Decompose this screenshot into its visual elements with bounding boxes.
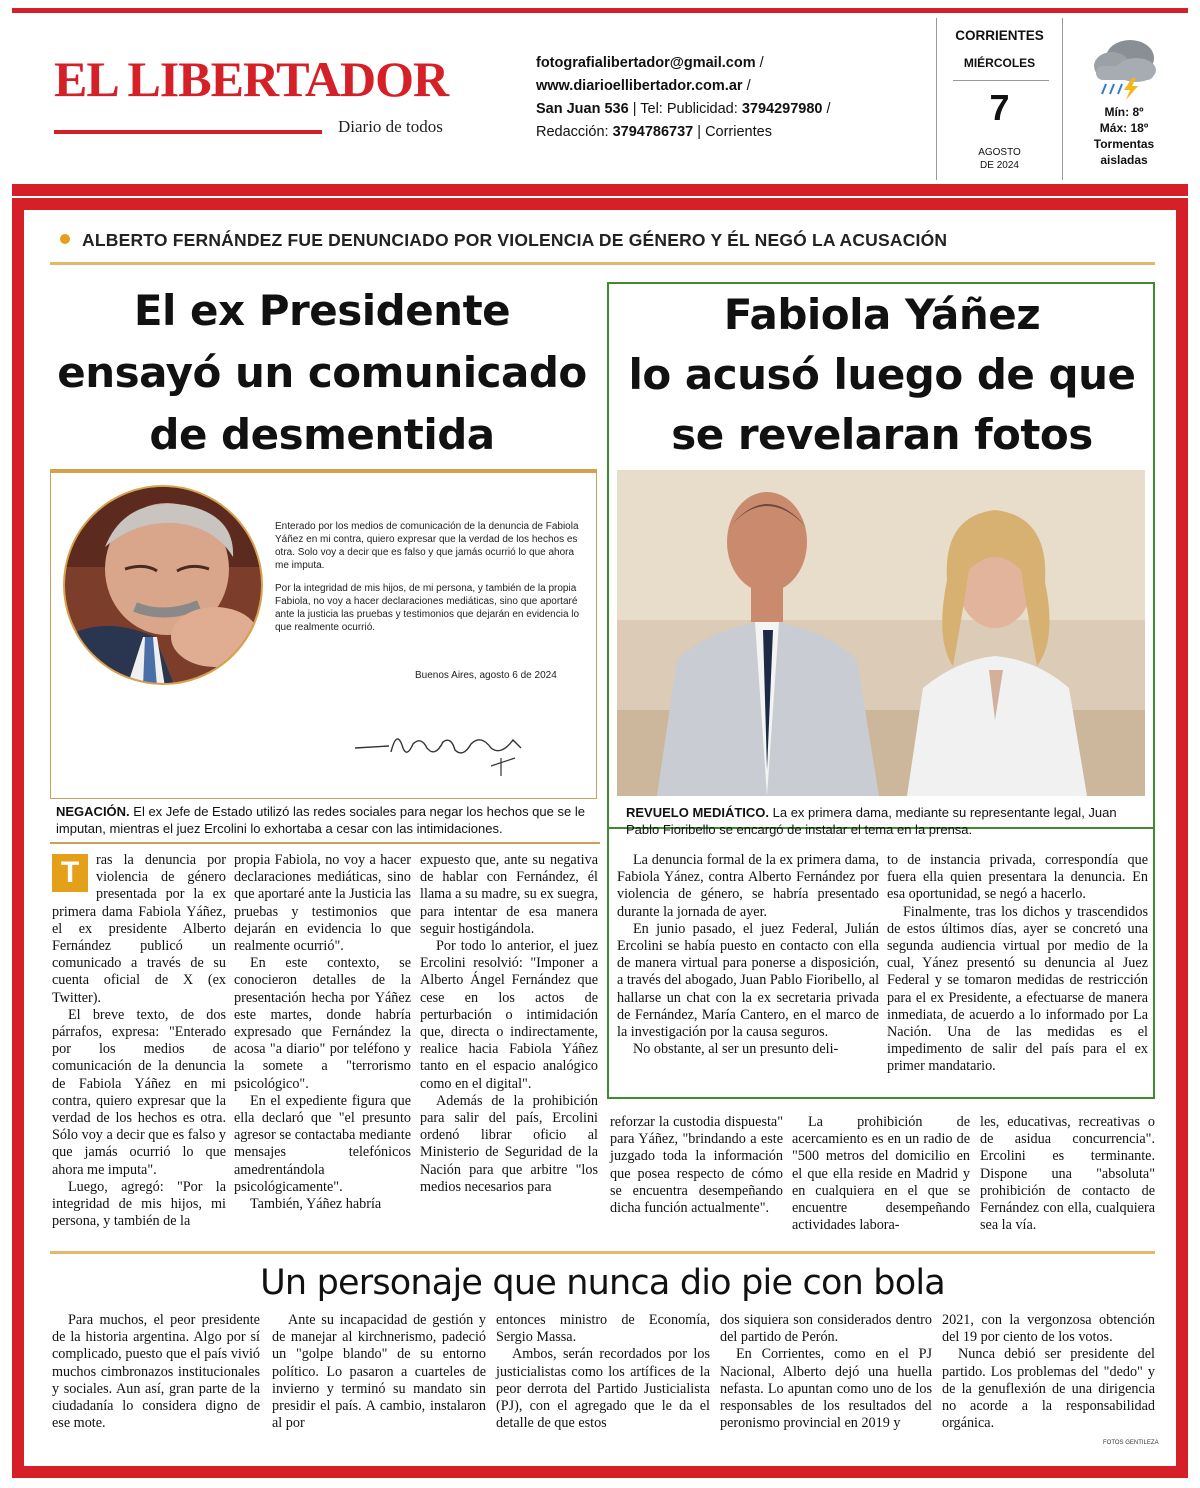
left-headline-line-1: El ex Presidente <box>133 286 511 335</box>
left-col2-paragraph-3: En el expediente figura que ella declaró que "el presunto agresor se contactaba mediante mensajes telefónicos amedrentándola psicológicamente". <box>234 1092 411 1195</box>
bottom-story-rule <box>50 1251 1155 1254</box>
bottom-col3-paragraph-2: Ambos, serán recordados por los justicialistas como los artífices de la peor derrota del Partido Justicialista (PJ), con el agregado que le da el detalle de que estos <box>496 1346 710 1432</box>
left-col3-paragraph-3: Además de la prohibición para salir del país, Ercolini ordenó librar oficio al Ministerio de Seguridad de la Nación para que arbitre "los medios necesarios para <box>420 1092 598 1195</box>
bottom-col4-paragraph-1: dos siquiera son considerados dentro del partido de Perón. <box>720 1312 932 1346</box>
contact-phone-label: Tel: Publicidad: <box>640 101 738 117</box>
right-col2-paragraph-2: Finalmente, tras los dichos y trascendidos de estos últimos días, ayer se concretó una segunda audiencia virtual por medio de la cual, Yánez presentó su denuncia al Juez Federal y se tomaron medidas de restricción para el ex Presidente, a efectuarse de manera inmediata, de acuerdo a lo informado por La Nación. Una de las medidas es el impedimento de salir del país para el ex primer mandatario. <box>887 903 1148 1075</box>
photo-credit: FOTOS GENTILEZA <box>1103 1440 1159 1446</box>
statement-place-date: Buenos Aires, agosto 6 de 2024 <box>415 670 557 681</box>
left-caption-rule <box>50 842 600 844</box>
left-col2-paragraph-1: propia Fabiola, no voy a hacer declaraciones mediáticas, sino que aportaré ante la Justicia las pruebas y testimonios que dejarán en evidencia lo que realmente ocurrió". <box>234 852 411 955</box>
contact-newsroom-phone: 3794786737 <box>612 124 694 140</box>
right-body-col-1 <box>617 852 879 1058</box>
portrait-illustration <box>65 487 263 685</box>
left-col2-paragraph-2: En este contexto, se conocieron detalles de la presentación hecha por Yáñez este martes, donde habría expresado que Fernández la acosa "a diario" por teléfono y la somete a "terrorismo psicológico". <box>234 955 411 1092</box>
weather-condition-2: aisladas <box>1100 153 1148 167</box>
contact-email[interactable]: fotografialibertador@gmail.com <box>536 55 756 71</box>
date-day-number: 7 <box>989 87 1010 128</box>
left-body-col-1 <box>52 852 226 1230</box>
bottom-col2-paragraph-1: Ante su incapacidad de gestión y de manejar al kirchnerismo, padeció un "golpe blando" de su entorno político. Lo pasaron a cuarteles de invierno y terminó su mandato sin presidir el país. A cambio, instalaron al por <box>272 1312 486 1432</box>
masthead <box>12 14 1188 184</box>
left-body-col-2 <box>234 852 411 1213</box>
right-col1-paragraph-3: No obstante, al ser un presunto deli- <box>633 1041 839 1058</box>
date-month-year <box>937 146 1062 172</box>
newspaper-tagline: Diario de todos <box>338 117 443 136</box>
bottom-col3-paragraph-1: entonces ministro de Economía, Sergio Massa. <box>496 1312 710 1346</box>
kicker-text: ALBERTO FERNÁNDEZ FUE DENUNCIADO POR VIOLENCIA DE GÉNERO Y ÉL NEGÓ LA ACUSACIÓN <box>82 230 948 250</box>
logo-underline <box>54 130 322 134</box>
bottom-col5-paragraph-2: Nunca debió ser presidente del partido. Los problemas del "dedo" y de la genuflexión de una dirigencia no acorde a la responsabilidad orgánica. <box>942 1346 1155 1432</box>
left-headline[interactable] <box>44 280 600 466</box>
date-city: CORRIENTES <box>955 28 1044 43</box>
left-caption-label: NEGACIÓN. <box>56 804 130 819</box>
masthead-bottom-rule <box>12 184 1188 196</box>
continuation-col-2 <box>792 1114 970 1234</box>
signature-image <box>351 718 531 778</box>
date-year: DE 2024 <box>980 160 1019 171</box>
right-body-col-2 <box>887 852 1148 1076</box>
weather-max: Máx: 18º <box>1099 121 1149 135</box>
right-headline[interactable] <box>610 285 1154 465</box>
left-caption-text: El ex Jefe de Estado utilizó las redes sociales para negar los hechos que se le imputan, mientras el juez Ercolini lo exhortaba a cesar con las intimidaciones. <box>56 804 585 836</box>
bottom-col1-paragraph-1: Para muchos, el peor presidente de la historia argentina. Algo por sí complicado, puesto que el país vivió muchos cimbronazos institucionales y sociales. Aun así, gran parte de la ciudadanía lo considera digno de ese mote. <box>52 1312 260 1432</box>
kicker <box>60 230 947 251</box>
date-weekday: MIÉRCOLES <box>963 56 1036 70</box>
statement-paragraph-2: Por la integridad de mis hijos, de mi persona, y también de la propia Fabiola, no voy a hacer declaraciones mediáticas, sino que aportaré ante la justicia las pruebas y testimonios que dejarán en evidencia lo que realmente ocurrió. <box>275 583 580 633</box>
statement-paragraph-1: Enterado por los medios de comunicación de la denuncia de Fabiola Yáñez en mi contra, quiero expresar que la verdad de los hechos es otra. Solo voy a decir que es falso y que jamás ocurrió lo que ahora me imputa. <box>275 521 579 571</box>
bottom-col5-paragraph-1: 2021, con la vergonzosa obtención del 19 por ciento de los votos. <box>942 1312 1155 1346</box>
left-headline-line-2: ensayó un comunicado <box>57 348 587 397</box>
right-headline-line-3: se revelaran fotos <box>671 410 1093 459</box>
continuation-col-3 <box>980 1114 1155 1234</box>
feature-photo-illustration <box>617 470 1145 796</box>
top-rule <box>12 8 1188 13</box>
weather-min: Mín: 8º <box>1104 105 1144 119</box>
date-month: AGOSTO <box>978 147 1021 158</box>
left-col3-paragraph-2: Por todo lo anterior, el juez Ercolini resolvió: "Imponer a Alberto Ángel Fernández que cese en los actos de perturbación o intimidación que, directa o indirectamente, realice hacia Fabiola Yáñez tanto en el espacio analógico como en el digital". <box>420 938 598 1092</box>
bullet-icon <box>60 234 70 244</box>
left-col1-paragraph-3: Luego, agregó: "Por la integridad de mis hijos, mi persona, y también de la <box>52 1178 226 1230</box>
weather-widget <box>1066 32 1182 168</box>
bottom-headline[interactable]: Un personaje que nunca dio pie con bola <box>260 1263 945 1303</box>
left-col1-paragraph-2: El breve texto, de dos párrafos, expresa: "Enterado por los medios de comunicación de la denuncia de Fabiola Yáñez en mi contra, quiero expresar que la verdad de los hechos es otra. Sólo voy a decir que es falso y que jamás ocurrió lo que ahora me imputa". <box>52 1006 226 1178</box>
contact-city: Corrientes <box>705 124 772 140</box>
left-col1-paragraph-1-text: ras la denuncia por violencia de género presentada por la ex primera dama Fabiola Yáñez, el ex presidente Alberto Fernández publicó un comunicado a través de su cuenta oficial de X (ex Twitter). <box>52 852 226 1006</box>
left-headline-line-3: de desmentida <box>149 410 495 459</box>
date-divider <box>953 80 1049 81</box>
continuation-col3-text: les, educativas, recreativas o de asidua concurrencia". Ercolini es terminante. Dispone una "absoluta" prohibición de contacto de Fernández con ella, cualquiera sea la vía. <box>980 1114 1155 1234</box>
right-col1-paragraph-2: En junio pasado, el juez Federal, Julián Ercolini se había puesto en contacto con ella de manera virtual para ponerse a disposición, a través del abogado, Juan Pablo Fioribello, al hallarse un chat con la ex secretaria privada de Fernández, María Cantero, en el marco de la investigación por la causa seguros. <box>617 920 880 1041</box>
date-box <box>936 18 1063 180</box>
left-body-col-3 <box>420 852 598 1196</box>
contact-newsroom-label: Redacción: <box>536 124 609 140</box>
kicker-rule <box>50 262 1155 265</box>
left-photo-caption <box>56 803 596 837</box>
left-col3-paragraph-1: expuesto que, ante su negativa de hablar con Fernández, él llama a su madre, su ex suegra, para intentar de esa manera seguir hostigándola. <box>420 852 598 937</box>
weather-condition-1: Tormentas <box>1093 137 1155 151</box>
right-col1-paragraph-1: La denuncia formal de la ex primera dama, Fabiola Yánez, contra Alberto Fernández por violencia de género, se habría presentado durante la jornada de ayer. <box>617 852 879 920</box>
right-col2-paragraph-1: to de instancia privada, correspondía que fuera ella quien presentara la denuncia. En esa oportunidad, se negó a hacerlo. <box>887 852 1148 903</box>
statement-text <box>275 520 581 644</box>
right-headline-line-1: Fabiola Yáñez <box>723 290 1041 339</box>
right-headline-line-2: lo acusó luego de que <box>628 350 1136 399</box>
right-caption-label: REVUELO MEDIÁTICO. <box>626 805 770 820</box>
continuation-col1-text: reforzar la custodia dispuesta" para Yáñez, "brindando a este juzgado toda la información que posea respecto de cómo se encuentra desempeñando dicha función actualmente". <box>610 1114 783 1217</box>
continuation-col-1 <box>610 1114 783 1217</box>
contact-block: fotografialibertador@gmail.com / www.diarioellibertador.com.ar / San Juan 536 | Tel: Publicidad: 3794297980 / Redacción: 3794786737 | Corrientes <box>536 55 831 140</box>
portrait-image <box>63 485 263 685</box>
weather-text <box>1066 104 1182 168</box>
statement-top-rule <box>51 470 596 473</box>
newspaper-logo[interactable]: EL LIBERTADOR <box>54 51 449 107</box>
left-col2-paragraph-4: También, Yáñez habría <box>250 1196 382 1213</box>
feature-photo <box>617 470 1145 796</box>
storm-cloud-icon <box>1084 32 1164 102</box>
dropcap: T <box>52 854 88 892</box>
right-caption-text: La ex primera dama, mediante su representante legal, Juan Pablo Fioribello se encargó de instalar el tema en la prensa. <box>626 805 1117 837</box>
bottom-col-2 <box>272 1312 486 1432</box>
bottom-col-1 <box>52 1312 260 1432</box>
bottom-col4-paragraph-2: En Corrientes, como en el PJ Nacional, Alberto dejó una huella nefasta. Lo apuntan como uno de los responsables de los resultados del peronismo provincial en 2019 y <box>720 1346 932 1432</box>
continuation-col2-text: La prohibición de acercamiento es en un radio de "500 metros del domicilio en el que ella reside en Madrid y en cualquiera en el que se encuentre desempeñando actividades labora- <box>792 1114 970 1234</box>
bottom-col-4 <box>720 1312 932 1432</box>
contact-website[interactable]: www.diarioellibertador.com.ar <box>536 78 743 94</box>
statement-card <box>50 469 597 799</box>
bottom-col-3 <box>496 1312 710 1432</box>
left-col1-paragraph-1 <box>52 852 226 1007</box>
bottom-col-5 <box>942 1312 1155 1432</box>
contact-phone-ads: 3794297980 <box>741 101 823 117</box>
contact-address: San Juan 536 <box>536 101 629 117</box>
